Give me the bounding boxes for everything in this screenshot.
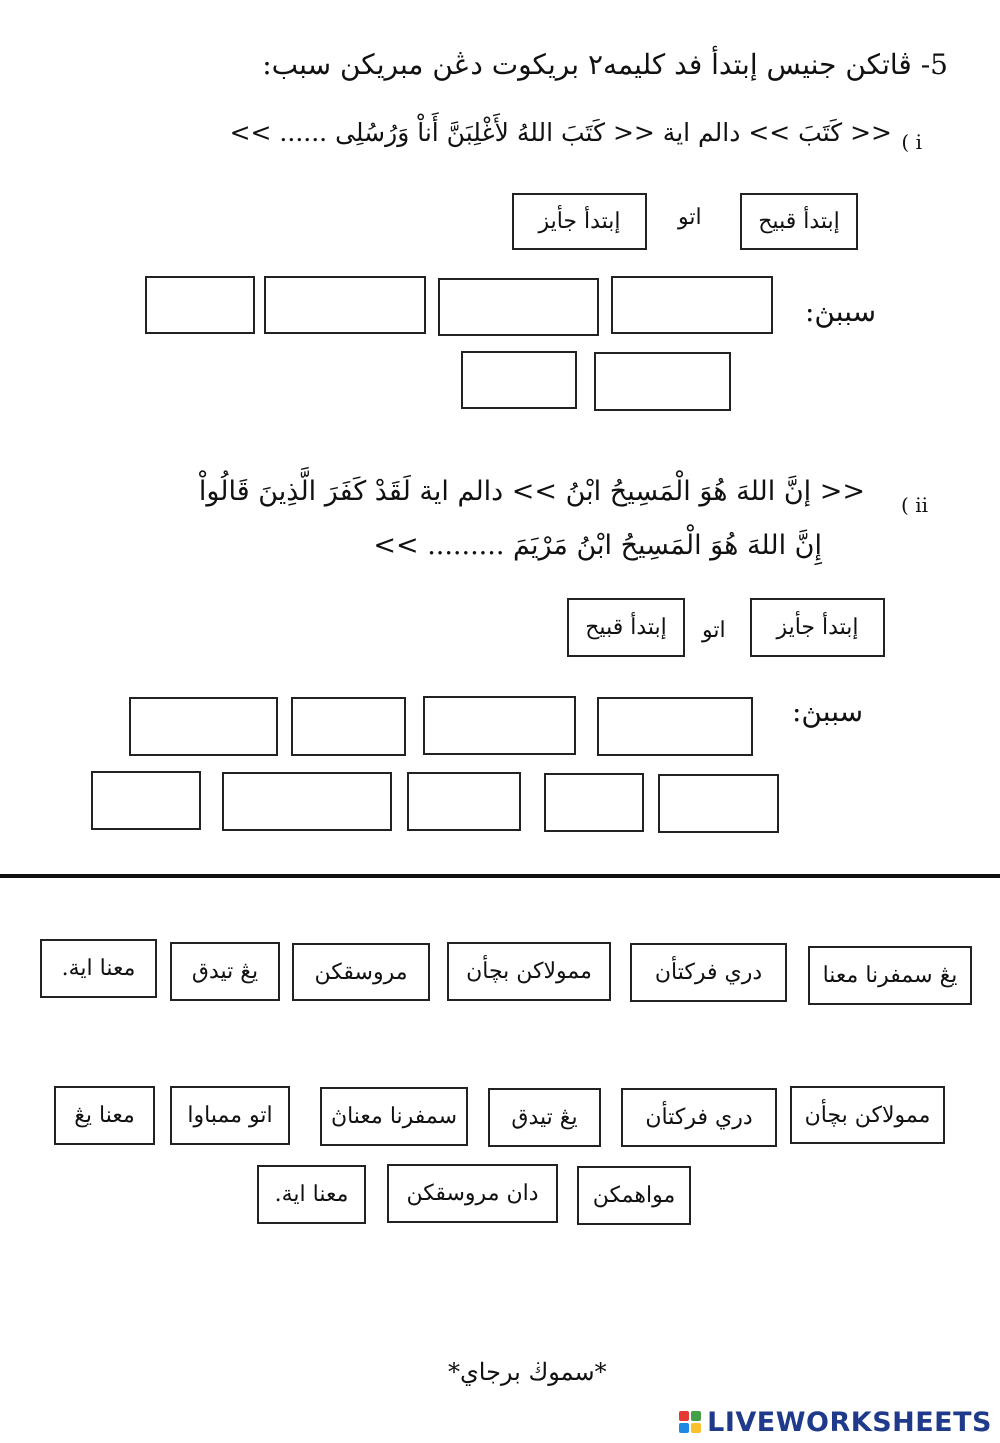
part-ii-answer-slot-1[interactable]	[597, 697, 753, 756]
part-ii-answer-slot-4[interactable]	[129, 697, 278, 756]
part-i-answer-slot-1[interactable]	[611, 276, 773, 334]
part-ii-answer-slot-9[interactable]	[91, 771, 201, 830]
part-ii-answer-slot-8[interactable]	[222, 772, 392, 831]
word-bank-i-chip-1[interactable]: يڠ سمفرنا معنا	[808, 946, 972, 1005]
part-i-or-label: اتو	[678, 205, 702, 230]
word-bank-ii-chip-2[interactable]: دري فركتأن	[621, 1088, 777, 1147]
part-i-answer-slot-2[interactable]	[438, 278, 599, 336]
question-title: 5- ڤاتكن جنيس إبتدأ فد كليمه٢ بريكوت دڠن مبريكن سبب:	[262, 48, 948, 81]
word-bank-i-chip-4[interactable]: مروسقكن	[292, 943, 430, 1001]
part-ii-choice-qabih-box[interactable]: إبتدأ قبيح	[567, 598, 685, 657]
part-ii-reason-label: سببڽ:	[792, 695, 864, 728]
word-bank-ii-chip-5[interactable]: اتو ممباوا	[170, 1086, 290, 1145]
part-ii-answer-slot-3[interactable]	[291, 697, 406, 756]
section-divider	[0, 874, 1000, 878]
part-i-choice-qabih-box[interactable]: إبتدأ قبيح	[740, 193, 858, 250]
part-ii-answer-slot-2[interactable]	[423, 696, 576, 755]
word-bank-ii-chip-8[interactable]: دان مروسقكن	[387, 1164, 558, 1223]
part-ii-or-label: اتو	[702, 618, 726, 643]
footer-note: *سموڬ برجاي*	[448, 1358, 607, 1386]
part-i-number: i )	[901, 130, 922, 154]
liveworksheets-logo[interactable]	[679, 1405, 992, 1439]
logo-square-red	[679, 1411, 689, 1421]
part-i-answer-slot-6[interactable]	[461, 351, 577, 409]
part-i-answer-slot-5[interactable]	[594, 352, 731, 411]
word-bank-i-chip-5[interactable]: يڠ تيدق	[170, 942, 280, 1001]
logo-square-green	[691, 1411, 701, 1421]
logo-square-blue	[679, 1423, 689, 1433]
part-ii-answer-slot-5[interactable]	[658, 774, 779, 833]
logo-square-yellow	[691, 1423, 701, 1433]
word-bank-i-chip-2[interactable]: دري فركتأن	[630, 943, 787, 1002]
part-i-answer-slot-3[interactable]	[264, 276, 426, 334]
word-bank-i-chip-3[interactable]: ممولاكن بچأن	[447, 942, 611, 1001]
part-ii-answer-slot-7[interactable]	[407, 772, 521, 831]
part-i-choice-jaiz-box[interactable]: إبتدأ جأيز	[512, 193, 647, 250]
word-bank-ii-chip-7[interactable]: مواهمكن	[577, 1166, 691, 1225]
part-ii-choice-jaiz-box[interactable]: إبتدأ جأيز	[750, 598, 885, 657]
word-bank-ii-chip-6[interactable]: معنا يڠ	[54, 1086, 155, 1145]
part-i-reason-label: سببڽ:	[805, 295, 877, 328]
word-bank-i-chip-6[interactable]: معنا اية.	[40, 939, 157, 998]
part-ii-text-line-2: إِنَّ اللهَ هُوَ الْمَسِيحُ ابْنُ مَرْيَمَ ......... >>	[373, 530, 822, 561]
word-bank-ii-chip-9[interactable]: معنا اية.	[257, 1165, 366, 1224]
word-bank-ii-chip-1[interactable]: ممولاكن بچأن	[790, 1086, 945, 1144]
word-bank-ii-chip-3[interactable]: يڠ تيدق	[488, 1088, 601, 1147]
liveworksheets-logo-text: LIVEWORKSHEETS	[707, 1406, 992, 1438]
part-i-text: << كَتَبَ >> دالم اية << كَتَبَ اللهُ لأَغْلِبَنَّ أَناْ وَرُسُلِى ...... >>	[229, 118, 892, 147]
part-ii-text-line-1: << إنَّ اللهَ هُوَ الْمَسِيحُ ابْنُ >> دالم اية لَقَدْ كَفَرَ الَّذِينَ قَالُواْ	[198, 476, 865, 507]
part-ii-answer-slot-6[interactable]	[544, 773, 644, 832]
word-bank-ii-chip-4[interactable]: سمفرنا معناڽ	[320, 1087, 468, 1146]
part-i-answer-slot-4[interactable]	[145, 276, 255, 334]
liveworksheets-logo-icon	[679, 1411, 701, 1433]
part-ii-number: ii )	[901, 493, 928, 517]
